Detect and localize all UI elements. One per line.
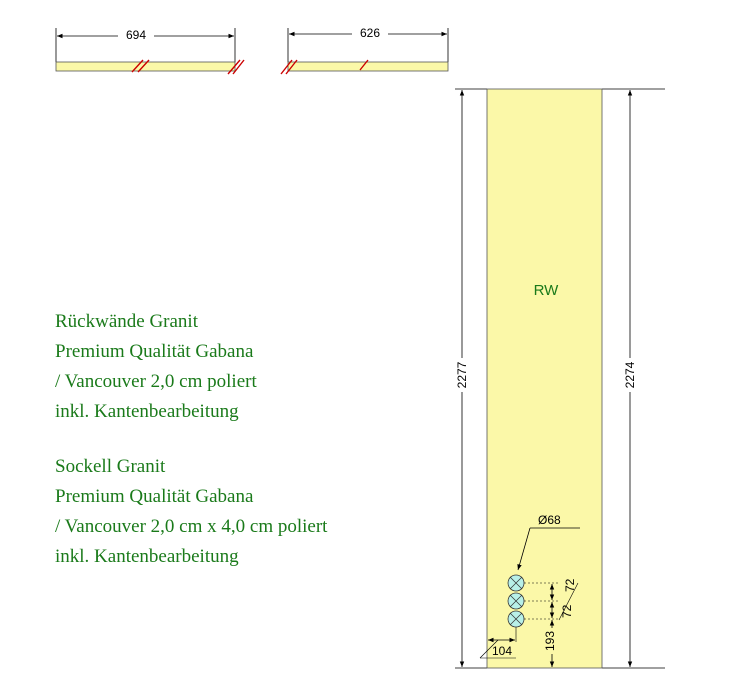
description-line: Premium Qualität Gabana [55, 486, 254, 507]
socket-cutouts [508, 575, 524, 627]
panel-height-right: 2274 [623, 361, 637, 389]
description-block-2 [55, 456, 328, 567]
description-block-1 [55, 311, 257, 422]
description-line: / Vancouver 2,0 cm x 4,0 cm poliert [55, 516, 328, 537]
description-line: Premium Qualität Gabana [55, 341, 254, 362]
socket-side-offset: 104 [492, 644, 513, 658]
panel-height-left: 2277 [455, 361, 469, 389]
socket-bottom-offset: 193 [543, 630, 557, 652]
socket-cutout-2 [508, 593, 524, 609]
rear-wall-panel-group [455, 89, 665, 668]
strip-left [56, 27, 244, 74]
description-line: inkl. Kantenbearbeitung [55, 546, 239, 567]
socket-cutout-3 [508, 611, 524, 627]
strip-right-dimension: 626 [359, 26, 381, 40]
rear-wall-panel [487, 89, 602, 668]
socket-spacing-1: 72 [563, 578, 577, 592]
description-line: Rückwände Granit [55, 311, 198, 332]
description-line: / Vancouver 2,0 cm poliert [55, 371, 257, 392]
socket-cutout-1 [508, 575, 524, 591]
socket-spacing-2: 72 [560, 604, 574, 618]
description-line: Sockell Granit [55, 456, 166, 477]
strip-right-panel [288, 62, 448, 71]
strip-right [281, 25, 448, 74]
strip-left-dimension: 694 [125, 28, 147, 42]
description-line: inkl. Kantenbearbeitung [55, 401, 239, 422]
panel-label: RW [533, 282, 559, 299]
socket-diameter: Ø68 [538, 513, 561, 527]
